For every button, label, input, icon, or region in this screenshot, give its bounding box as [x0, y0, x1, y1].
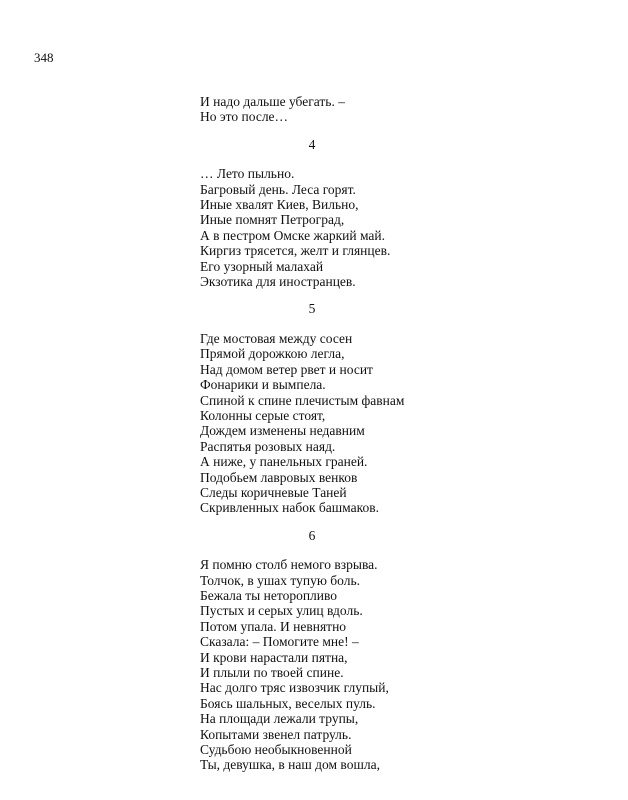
poem-line: Колонны серые стоят, — [200, 407, 326, 423]
poem-line: Багровый день. Леса горят. — [200, 181, 356, 197]
section-5 — [200, 301, 500, 515]
poem-line: … Лето пыльно. — [200, 166, 295, 182]
poem-line: Копытами звенел патруль. — [200, 726, 352, 742]
poem-line: Спиной к спине плечистым фавнам — [200, 392, 405, 408]
poem-line: Иные помнят Петроград, — [200, 212, 345, 228]
poem-line: А в пестром Омске жаркий май. — [200, 227, 386, 243]
poem-line: Но это после… — [200, 109, 289, 125]
poem-line: На площади лежали трупы, — [200, 711, 359, 727]
poem-line: Экзотика для иностранцев. — [200, 274, 356, 290]
poem-line: Киргиз трясется, желт и глянцев. — [200, 243, 391, 259]
poem-line: Дождем изменены недавним — [200, 423, 365, 439]
section-number: 5 — [308, 301, 316, 317]
poem-line: Судьбою необыкновенной — [200, 742, 352, 758]
section-number: 4 — [308, 136, 316, 152]
section-6 — [200, 528, 500, 773]
poem-line: И плыли по твоей спине. — [200, 665, 344, 680]
poem-line: Иные хвалят Киев, Вильно, — [200, 197, 359, 213]
page-number: 348 — [34, 50, 54, 65]
section-number: 6 — [308, 527, 316, 543]
poem-line: Распятья розовых наяд. — [200, 438, 336, 454]
poem-line: И крови нарастали пятна, — [200, 649, 348, 665]
poem-line: Пустых и серых улиц вдоль. — [200, 603, 363, 619]
poem-line: Ты, девушка, в наш дом вошла, — [200, 757, 380, 773]
poem-text — [200, 94, 500, 773]
poem-line: Над домом ветер рвет и носит — [200, 361, 373, 377]
poem-line: Нас долго тряс извозчик глупый, — [200, 680, 389, 696]
poem-line: Боясь шальных, веселых пуль. — [200, 695, 376, 711]
intro-stanza — [200, 94, 500, 125]
poem-line: А ниже, у панельных граней. — [200, 454, 368, 470]
poem-line: Скривленных набок башмаков. — [200, 500, 379, 516]
poem-line: Я помню столб немого взрыва. — [200, 557, 378, 573]
poem-line: Толчок, в ушах тупую боль. — [200, 572, 361, 588]
poem-line: Сказала: – Помогите мне! – — [200, 634, 359, 650]
poem-line: Бежала ты неторопливо — [200, 587, 338, 603]
poem-line: Прямой дорожкою легла, — [200, 346, 345, 362]
poem-line: И надо дальше убегать. – — [200, 94, 345, 109]
poem-line: Подобьем лавровых венков — [200, 469, 358, 485]
section-4 — [200, 137, 500, 290]
poem-line: Следы коричневые Таней — [200, 484, 347, 500]
poem-line: Потом упала. И невнятно — [200, 618, 347, 634]
poem-line: Его узорный малахай — [200, 258, 324, 274]
poem-line: Где мостовая между сосен — [200, 330, 353, 346]
poem-line: Фонарики и вымпела. — [200, 377, 326, 393]
